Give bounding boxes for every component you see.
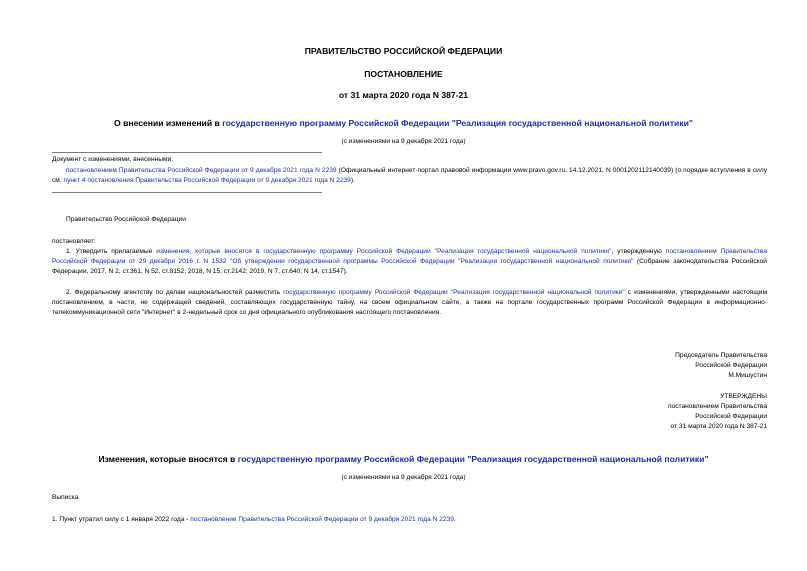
document-subject [0, 118, 807, 128]
decrees-label: постановляет: [52, 238, 96, 245]
amendment-closing-text: ). [350, 177, 355, 184]
divider-top [52, 152, 322, 153]
signature-organization: Российской Федерации [695, 362, 767, 369]
signature-position: Председатель Правительства [675, 352, 767, 359]
government-title: ПРАВИТЕЛЬСТВО РОССИЙСКОЙ ФЕДЕРАЦИИ [304, 46, 503, 56]
p2-text-1: 2. Федеральному агентству по делам национальностей разместить [66, 289, 284, 296]
approval-label: УТВЕРЖДЕНЫ [720, 393, 767, 400]
item-1-text: 1. Пункт утратил силу с 1 января 2022 года - [52, 516, 191, 523]
signature-name: М.Мишустин [728, 372, 767, 379]
issuer: Правительство Российской Федерации [66, 216, 186, 223]
changes-title-prefix: Изменения, которые вносятся в [98, 454, 238, 464]
edition-note: (с изменениями на 9 декабря 2021 года) [341, 138, 466, 145]
document-date: от 31 марта 2020 года N 387-21 [338, 90, 469, 100]
program-link[interactable]: государственную программу Российской Федерации "Реализация государственной национальной политики" [283, 289, 625, 296]
item-1-link[interactable]: постановление Правительства Российской Федерации от 9 декабря 2021 года N 2239 [190, 516, 454, 523]
p1-text-1: 1. Утвердить прилагаемые [66, 248, 157, 255]
approval-organization: Российской Федерации [695, 413, 767, 420]
changes-link[interactable]: изменения, которые вносятся в государственную программу Российской Федерации "Реализация государственной национальной политики" [156, 248, 612, 255]
changes-section-title [0, 454, 807, 464]
approval-decree: постановлением Правительства [667, 403, 767, 410]
changes-intro: Документ с изменениями, внесенными: [52, 156, 174, 163]
item-1-end: . [453, 516, 456, 523]
item-1 [52, 515, 767, 525]
decree-1532-link[interactable]: постановлением Правительства Российской Федерации от 29 декабря 2016 г. N 1532 "Об утверждении государственной программы Российской Федерации "Реализация государственной национальной политики" [52, 248, 767, 265]
document-type: ПОСТАНОВЛЕНИЕ [364, 69, 443, 79]
approval-date: от 31 марта 2020 года N 387-21 [670, 423, 767, 430]
paragraph-1 [52, 247, 767, 277]
p1-text-2: , утвержденную [611, 248, 666, 255]
entry-into-force-link[interactable]: пункт 4 постановления Правительства Российской Федерации от 9 декабря 2021 года N 2239 [63, 177, 351, 184]
changes-edition-note: (с изменениями на 9 декабря 2021 года) [341, 474, 466, 481]
amendment-link[interactable]: постановлением Правительства Российской Федерации от 9 декабря 2021 года N 2239 [66, 167, 337, 174]
p2-text-2: с изменениями, утвержденными настоящим постановлением, в части, не содержащей сведений, составляющих государственную тайну, на своем официальном сайте, а также на портале государственных программ Российской Федерации в информационно-телекоммуникационной сети "Интернет" в 2-недельный срок со дня официального опубликования настоящего постановления. [52, 289, 767, 316]
signature-block [460, 351, 767, 381]
changes-list [52, 166, 767, 186]
approval-block [460, 392, 767, 432]
subject-prefix: О внесении изменений в [114, 118, 223, 128]
amendment-source-text: (Официальный интернет-портал правовой информации www.pravo.gov.ru, 14.12.2021, N 0001202112140039) (о порядке вступления в силу см. [52, 167, 768, 184]
paragraph-2 [52, 288, 767, 318]
subject-program-link[interactable]: государственную программу Российской Федерации "Реализация государственной национальной политики" [222, 118, 693, 128]
divider-bottom [52, 192, 322, 193]
extract-label: Выписка [52, 494, 79, 501]
p1-text-3: (Собрание законодательства Российской Федерации, 2017, N 2, ст.361; N 52, ст.8152; 2018, N 15, ст.2142; 2019, N 7, ст.640; N 14, ст.1547). [52, 258, 767, 275]
changes-title-program-link[interactable]: государственную программу Российской Федерации "Реализация государственной национальной политики" [237, 454, 709, 464]
